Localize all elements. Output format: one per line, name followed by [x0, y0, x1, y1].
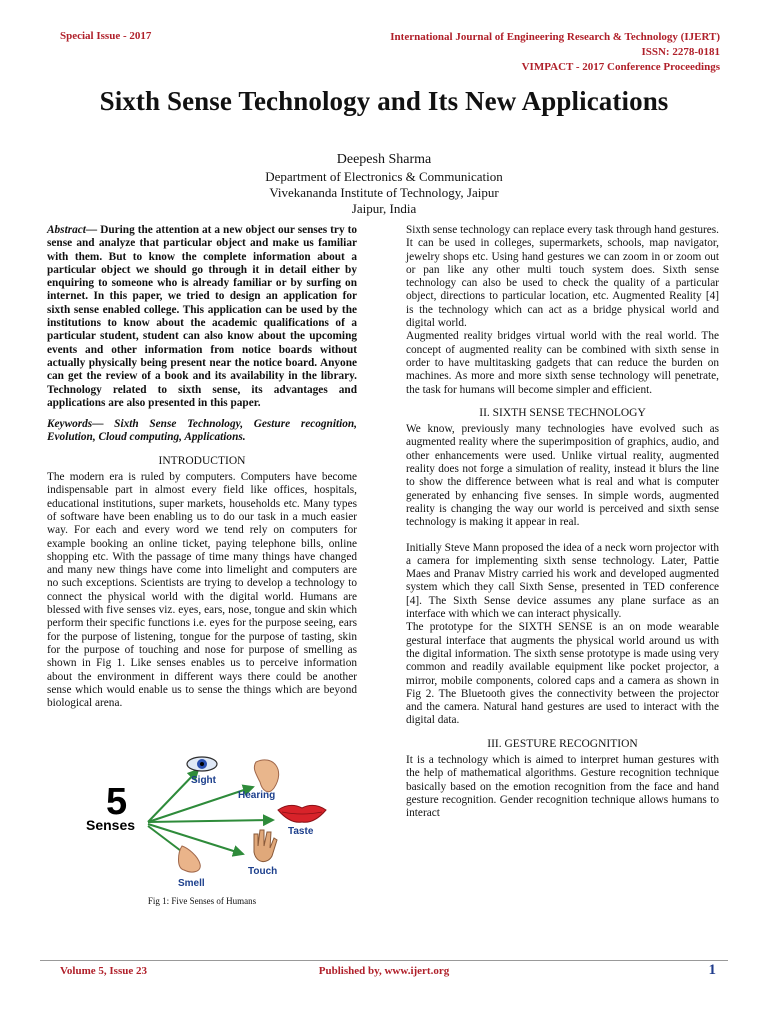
intro-heading: INTRODUCTION: [158, 454, 246, 467]
right-para-2: Augmented reality bridges virtual world with the real world. The concept of augmented reality can be combined with sixth sense in order to have multitasking gadgets that can reduce the burden on machines. As more and more sixth sense technology will penetrate, the task for humans will become simpler and efficient.: [406, 330, 719, 396]
author-department: Department of Electronics & Communication: [265, 169, 503, 184]
abstract: [47, 224, 357, 410]
author-name: Deepesh Sharma: [336, 152, 432, 167]
eye-icon: [187, 757, 217, 771]
page-header: [0, 30, 768, 80]
section-2-heading: II. SIXTH SENSE TECHNOLOGY: [479, 406, 646, 419]
footer-publisher: Published by, www.ijert.org: [318, 965, 450, 977]
journal-name: International Journal of Engineering Research & Technology (IJERT): [390, 31, 720, 43]
footer-rule: [40, 960, 728, 961]
section-3-heading: III. GESTURE RECOGNITION: [487, 737, 638, 750]
left-column: [47, 224, 357, 710]
right-column: [406, 224, 719, 820]
author-institute: Vivekananda Institute of Technology, Jaipur: [269, 185, 499, 200]
journal-info: [390, 30, 720, 75]
arrow-touch: [148, 824, 243, 854]
intro-text: The modern era is ruled by computers. Computers have become indispensable part in almost every field like offices, hospitals, educational institutions, super markets, households etc. Many types of software have been enabling us to do our task in a much easier way. For each and every word we tend rely on computers for example booking an online ticket, paying telephone bills, online shopping etc. With the passage of time many things have changed and many new things have come into limelight and computers are no such exceptions. Scientists are trying to develop a technology to connect the physical world with the digital world. Humans are blessed with five senses viz. eyes, ears, nose, tongue and skin which perform their specific functions i.e. eyes for the purpose seeing, ears for the purpose of listening, tongue for the purpose of tasting, skin for the purpose of touching and nose for purpose of smelling as shown in Fig 1. Like senses enables us to perceive information about the environment in different ways there could be another sense which would enable us to sense the things which are beyond biological arena.: [47, 471, 357, 710]
label-touch: Touch: [248, 866, 278, 877]
abstract-label: Abstract—: [47, 224, 98, 236]
right-para-1: Sixth sense technology can replace every task through hand gestures. It can be used in colleges, supermarkets, schools, map navigator, jewelry shops etc. Using hand gestures we can zoom in or zoom out or pan like any other multi touch system does. Sixth sense technology can also be used to check the quality of a particular object, directions to particular location, etc. Augmented Reality [4] is the technology which can act as a bridge physical world and digital world.: [406, 224, 719, 330]
page-number: 1: [708, 962, 716, 978]
issue-label: Special Issue - 2017: [60, 30, 152, 42]
lips-icon: [278, 805, 326, 822]
five-senses-figure: [78, 752, 340, 888]
senses-label: Senses: [86, 817, 136, 833]
label-smell: Smell: [178, 878, 205, 888]
footer-volume: Volume 5, Issue 23: [60, 965, 147, 977]
author-block: [0, 152, 768, 217]
right-para-3: We know, previously many technologies have evolved such as augmented reality where the superimposition of graphics, audio, and other enhancements were used. Unlike virtual reality, augmented reality does not forge a simulation of reality, instead it blurs the line to show the difference between what is real and what is computer generated by enhancing five senses. In simple words, augmented reality is changing the way our world is perceived and sixth sense technology is making it appear in real.: [406, 423, 719, 529]
author-location: Jaipur, India: [351, 201, 417, 216]
ear-icon: [254, 760, 278, 792]
label-taste: Taste: [288, 826, 314, 837]
figure-caption: Fig 1: Five Senses of Humans: [147, 896, 257, 906]
label-hearing: Hearing: [238, 790, 276, 801]
label-sight: Sight: [191, 775, 216, 786]
keywords: Keywords— Sixth Sense Technology, Gesture recognition, Evolution, Cloud computing, Applications.: [47, 418, 357, 444]
page-footer: [0, 960, 768, 990]
abstract-text: During the attention at a new object our senses try to sense and analyze that particular object and make us familiar with them. But to know the complete information about a particular object we should go through it in detail either by enquiring to someone who is already familiar or by surfing on internet. In this paper, we tried to design an application for sixth sense enabled college. This application can be used by the institutions to know about the academic qualifications of a particular student, student can also know about the upcoming events and other information from notice boards without actually physically being present near the notice board. Anyone can get the review of a book and its availability in the library. Technology related to sixth sense, its advantages and applications are also presented in this paper.: [47, 224, 357, 409]
proceedings: VIMPACT - 2017 Conference Proceedings: [521, 61, 720, 73]
right-para-6: It is a technology which is aimed to interpret human gestures with the help of mathematical algorithms. Gesture recognition technique basically based on the emotion recognition from the face and hand gesture recognition. Gender recognition technique allows humans to interact: [406, 753, 719, 820]
right-para-5: The prototype for the SIXTH SENSE is an on mode wearable gestural interface that augments the physical world around us with the digital information. The sixth sense prototype is made using very common and readily available equipment like pocket projector, a mirror, mobile components, colored caps and a camera as shown in Fig 2. The Bluetooth gives the connectivity between the projector and the camera. Natural hand gestures are used to interact with the digital data.: [406, 621, 719, 727]
arrow-taste: [148, 820, 273, 822]
right-para-4: Initially Steve Mann proposed the idea of a neck worn projector with a camera for implementing sixth sense technology. Later, Pattie Maes and Pranav Mistry carried his work and developed augmented system which they call Sixth Sense, presented in TED conference [4]. The Sixth Sense device assumes any plane surface as an interface with which we can interact physically.: [406, 541, 719, 621]
issn: ISSN: 2278-0181: [641, 46, 720, 58]
five-number: 5: [106, 781, 128, 823]
nose-icon: [179, 846, 201, 872]
hand-icon: [254, 830, 277, 862]
paper-title: Sixth Sense Technology and Its New Applications: [99, 86, 669, 116]
